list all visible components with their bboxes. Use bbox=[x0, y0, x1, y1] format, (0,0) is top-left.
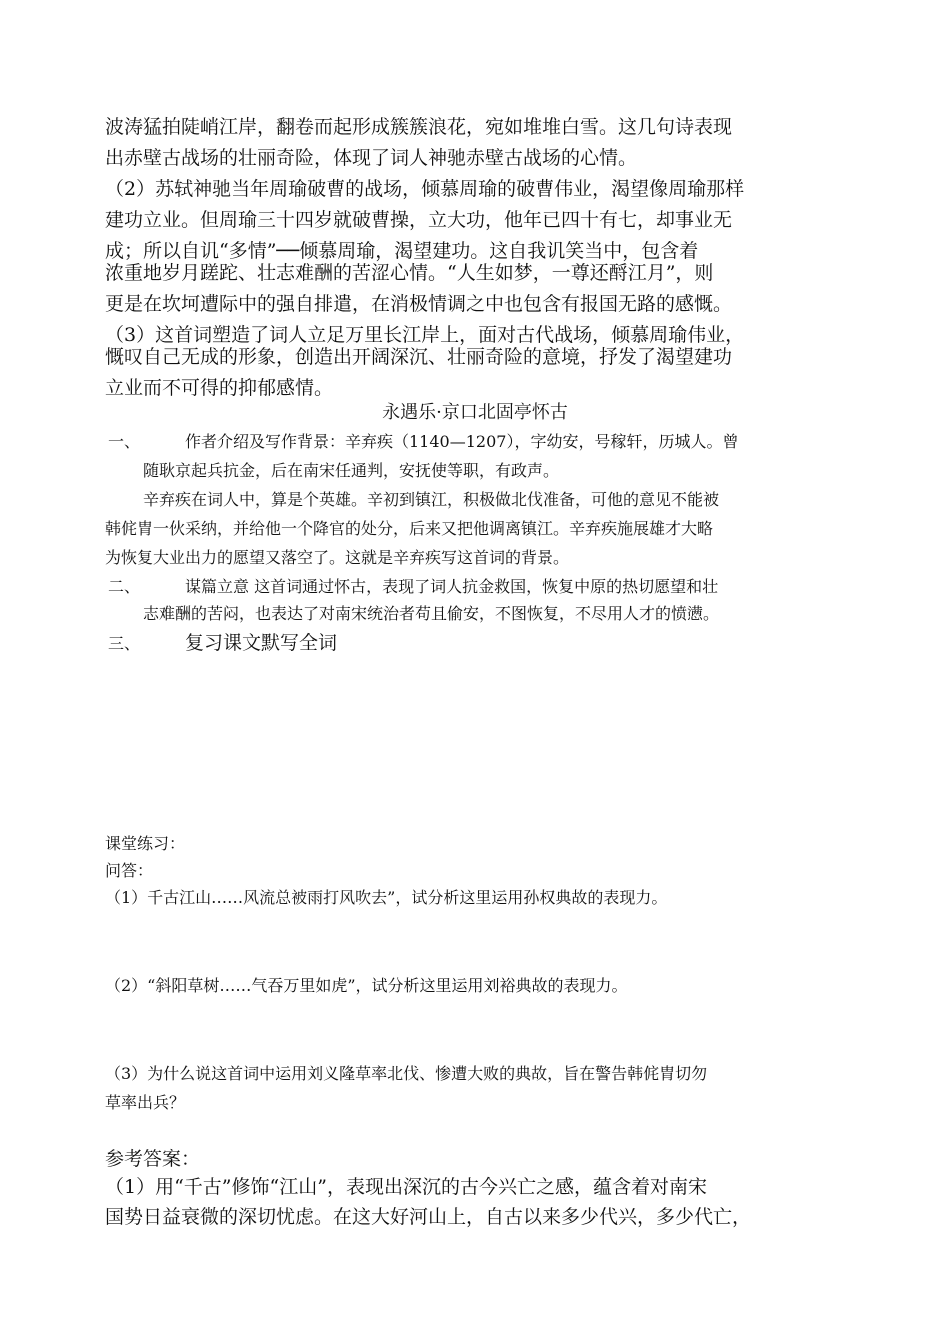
list-number: 三、 bbox=[108, 634, 141, 653]
list-number: 一、 bbox=[108, 432, 141, 451]
poem-title: 永遇乐·京口北固亭怀古 bbox=[382, 402, 568, 423]
question-3: （3）为什么说这首词中运用刘义隆草率北伐、惨遭大败的典故，旨在警告韩侂胄切勿 bbox=[105, 1064, 708, 1083]
list-number: 二、 bbox=[108, 577, 141, 596]
body-text-line: 浓重地岁月蹉跎、壮志难酬的苦涩心情。“人生如梦，一尊还酹江月”，则 bbox=[105, 262, 714, 284]
body-text-line: 波涛猛拍陡峭江岸，翻卷而起形成簇簇浪花，宛如堆堆白雪。这几句诗表现 bbox=[105, 116, 733, 138]
body-text-line: 更是在坎坷遭际中的强自排遣，在消极情调之中也包含有报国无路的感慨。 bbox=[105, 293, 733, 315]
body-text-line: 立业而不可得的抑郁感情。 bbox=[105, 377, 334, 399]
question-2: （2）“斜阳草树……气吞万里如虎”，试分析这里运用刘裕典故的表现力。 bbox=[105, 976, 628, 995]
background-line: 韩侂胄一伙采纳，并给他一个降官的处分，后来又把他调离镇江。辛弃疾施展雄才大略 bbox=[105, 519, 714, 538]
exercise-heading: 课堂练习： bbox=[105, 834, 186, 853]
background-line: 辛弃疾在词人中，算是个英雄。辛初到镇江，积极做北伐准备，可他的意见不能被 bbox=[143, 490, 720, 509]
answers-heading: 参考答案： bbox=[105, 1148, 201, 1170]
background-line: 为恢复大业出力的愿望又落空了。这就是辛弃疾写这首词的背景。 bbox=[105, 548, 570, 567]
body-text-line: 出赤壁古战场的壮丽奇险，体现了词人神驰赤壁古战场的心情。 bbox=[105, 147, 638, 169]
body-text-line: （3）这首词塑造了词人立足万里长江岸上，面对古代战场，倾慕周瑜伟业， bbox=[105, 324, 745, 346]
theme-line: 志难酬的苦闷，也表达了对南宋统治者苟且偷安，不图恢复，不尽用人才的愤懑。 bbox=[143, 604, 720, 623]
body-text-line: 慨叹自己无成的形象，创造出开阔深沉、壮丽奇险的意境，抒发了渴望建功 bbox=[105, 346, 733, 368]
exercise-subheading: 问答： bbox=[105, 861, 154, 880]
answer-line: （1）用“千古”修饰“江山”，表现出深沉的古今兴亡之感，蕴含着对南宋 bbox=[105, 1176, 707, 1198]
answer-line: 国势日益衰微的深切忧虑。在这大好河山上，自古以来多少代兴，多少代亡， bbox=[105, 1206, 752, 1228]
author-intro-line: 作者介绍及写作背景：辛弃疾（1140—1207），字幼安，号稼轩，历城人。曾 bbox=[185, 432, 739, 451]
theme-line: 谋篇立意 这首词通过怀古，表现了词人抗金救国，恢复中原的热切愿望和壮 bbox=[185, 577, 719, 596]
question-1: （1）千古江山……风流总被雨打风吹去”，试分析这里运用孙权典故的表现力。 bbox=[105, 888, 668, 907]
question-3-continued: 草率出兵？ bbox=[105, 1093, 186, 1112]
body-text-line: 成；所以自讥“多情”──倾慕周瑜，渴望建功。这自我讥笑当中，包含着 bbox=[105, 240, 699, 262]
review-instruction: 复习课文默写全词 bbox=[185, 632, 338, 654]
body-text-line: （2）苏轼神驰当年周瑜破曹的战场，倾慕周瑜的破曹伟业，渴望像周瑜那样 bbox=[105, 178, 745, 200]
author-intro-line: 随耿京起兵抗金，后在南宋任通判，安抚使等职，有政声。 bbox=[143, 461, 560, 480]
body-text-line: 建功立业。但周瑜三十四岁就破曹操，立大功，他年已四十有七，却事业无 bbox=[105, 209, 733, 231]
